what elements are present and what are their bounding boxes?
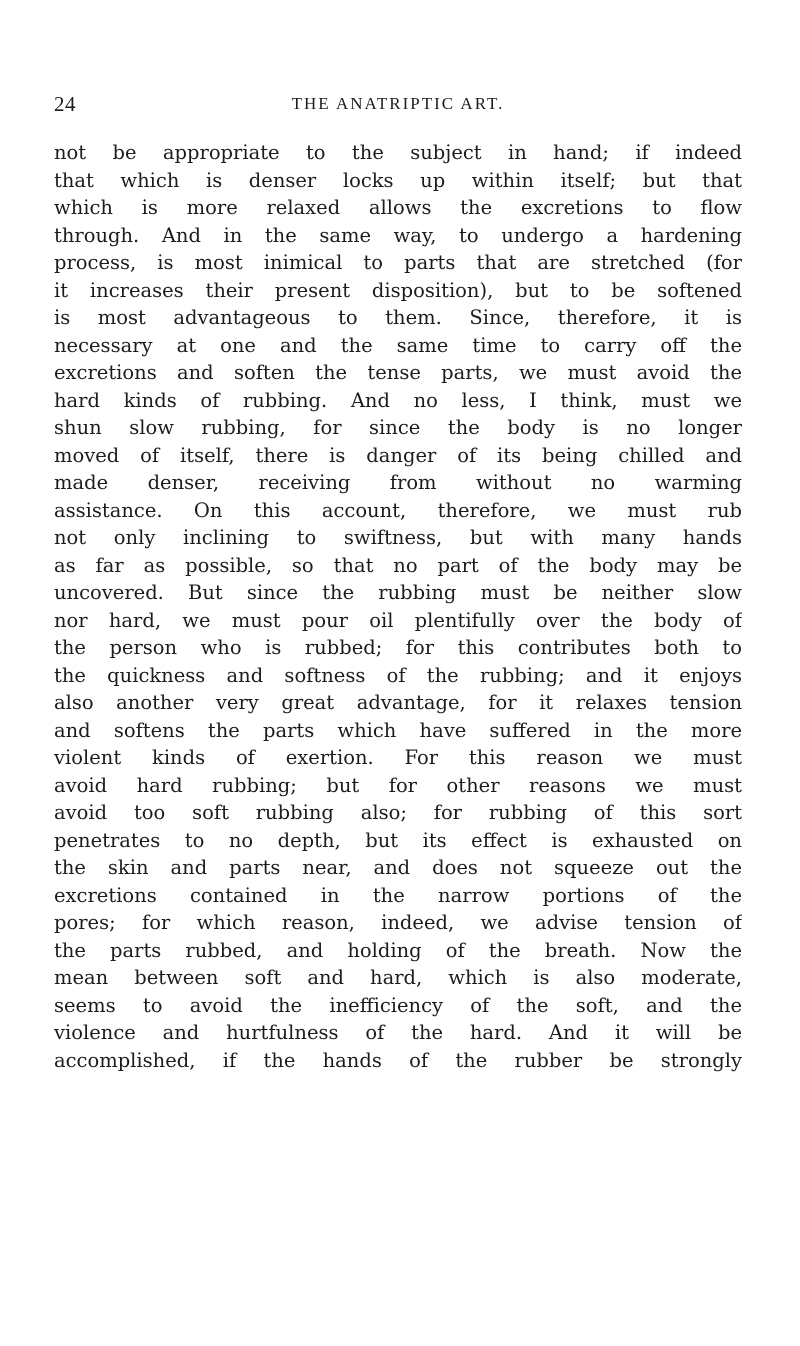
text-line: the parts rubbed, and holding of the breath. Now the <box>54 938 742 962</box>
text-line: through. And in the same way, to undergo a hardening <box>54 223 742 247</box>
text-line: moved of itself, there is danger of its being chilled and <box>54 443 742 467</box>
text-line: the person who is rubbed; for this contributes both to <box>54 636 742 659</box>
text-line: the quickness and softness of the rubbing; and it enjoys <box>54 663 742 687</box>
body-paragraph <box>54 139 742 1074</box>
text-line: process, is most inimical to parts that are stretched (for <box>54 251 742 274</box>
running-head <box>54 90 742 118</box>
text-line: shun slow rubbing, for since the body is no longer <box>54 416 742 439</box>
text-line: is most advantageous to them. Since, therefore, it is <box>54 306 742 329</box>
text-line: avoid hard rubbing; but for other reasons we must <box>54 773 742 797</box>
text-line: pores; for which reason, indeed, we advise tension of <box>54 911 742 934</box>
text-line: as far as possible, so that no part of the body may be <box>54 553 742 577</box>
text-line: mean between soft and hard, which is also moderate, <box>54 966 742 989</box>
text-line: accomplished, if the hands of the rubber be strongly <box>54 1048 742 1072</box>
text-line: and softens the parts which have suffered in the more <box>54 718 742 742</box>
text-line: seems to avoid the inefficiency of the soft, and the <box>54 993 742 1017</box>
text-line: uncovered. But since the rubbing must be neither slow <box>54 581 742 604</box>
text-line: excretions and soften the tense parts, we must avoid the <box>54 361 742 384</box>
page-number: 24 <box>54 92 76 116</box>
text-line: made denser, receiving from without no warming <box>54 471 742 494</box>
text-line: it increases their present disposition), but to be softened <box>54 278 742 302</box>
text-line: avoid too soft rubbing also; for rubbing of this sort <box>54 801 742 824</box>
text-line: that which is denser locks up within itself; but that <box>54 168 742 192</box>
text-line: hard kinds of rubbing. And no less, I think, must we <box>54 388 742 412</box>
text-line: not be appropriate to the subject in hand; if indeed <box>54 141 742 164</box>
text-line: penetrates to no depth, but its effect is exhausted on <box>54 828 742 852</box>
text-line: necessary at one and the same time to carry off the <box>54 333 742 357</box>
text-line: excretions contained in the narrow portions of the <box>54 883 742 907</box>
text-line: nor hard, we must pour oil plentifully over the body of <box>54 608 742 632</box>
text-line: violence and hurtfulness of the hard. And it will be <box>54 1021 742 1044</box>
text-line: violent kinds of exertion. For this reason we must <box>54 746 742 769</box>
text-line: assistance. On this account, therefore, we must rub <box>54 498 742 522</box>
text-line: the skin and parts near, and does not squeeze out the <box>54 856 742 879</box>
text-line: also another very great advantage, for it relaxes tension <box>54 691 742 714</box>
running-title: THE ANATRIPTIC ART. <box>291 94 505 113</box>
text-line: which is more relaxed allows the excretions to flow <box>54 196 742 219</box>
text-line: not only inclining to swiftness, but with many hands <box>54 526 742 549</box>
